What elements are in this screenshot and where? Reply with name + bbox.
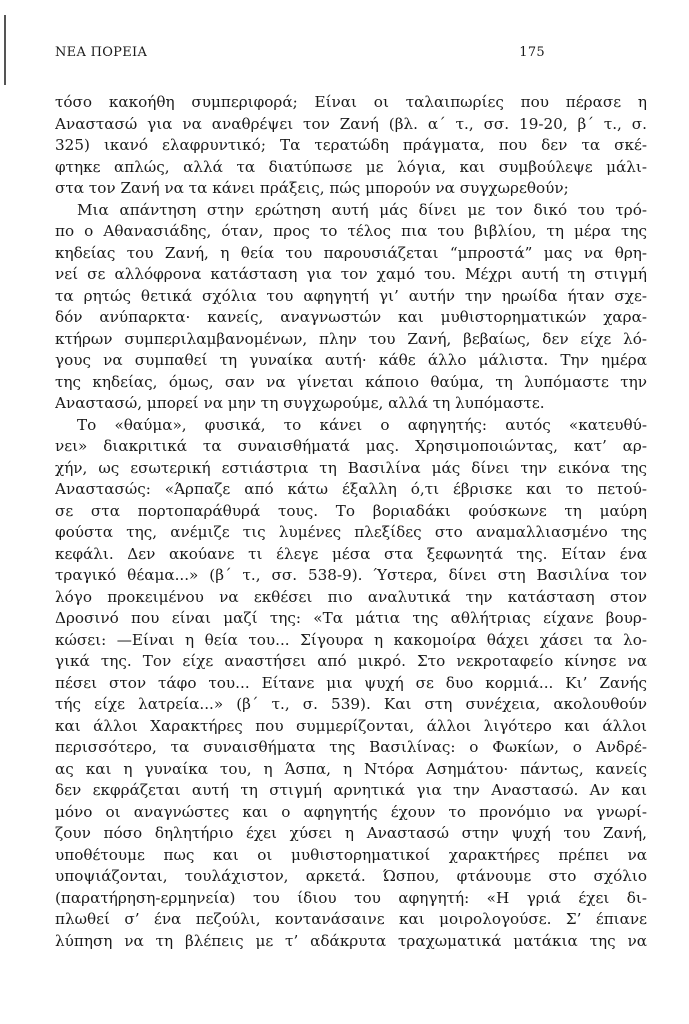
text-line: Μια απάντηση στην ερώτηση αυτή μάς δίνει με τον δικό του τρό- xyxy=(77,200,647,219)
text-line: τής είχε λατρεία...» (β΄ τ., σ. 539). Και στη συνέχεια, ακολουθούν xyxy=(55,695,647,713)
text-line: τόσο κακοήθη συμπεριφορά; Είναι οι ταλαιπωρίες που πέρασε η xyxy=(55,93,647,111)
text-line: τα ρητώς θετικά σχόλια του αφηγητή γι’ αυτήν την ηρωίδα ήταν σχε- xyxy=(55,286,647,305)
scan-edge-mark xyxy=(4,15,6,85)
text-line: χήν, ως εσωτερική εστιάστρια τη Βασιλίνα μάς δίνει την εικόνα της xyxy=(55,458,647,477)
text-line: κτήρων συμπεριλαμβανομένων, πλην του Ζανή, βεβαίως, δεν είχε λό- xyxy=(55,329,647,348)
text-line: πέσει στον τάφο του... Είτανε μια ψυχή σε δυο κορμιά... Κι’ Ζανής xyxy=(55,673,647,692)
text-line: φτηκε απλώς, αλλά τα διατύπωσε με λόγια, και συμβούλεψε μάλι- xyxy=(55,157,647,176)
text-line: (παρατήρηση-ερμηνεία) του ίδιου του αφηγητή: «Η γριά έχει δι- xyxy=(55,888,647,907)
page-number: 175 xyxy=(519,45,545,60)
body-text xyxy=(55,92,647,952)
text-line: περισσότερο, τα συναισθήματα της Βασιλίνας: ο Φωκίων, ο Ανδρέ- xyxy=(55,738,647,756)
text-line: στα τον Ζανή να τα κάνει πράξεις, πώς μπορούν να συγχωρεθούν; xyxy=(55,179,569,197)
text-line: Δροσινό που είναι μαζί της: «Τα μάτια της αθλήτριας είχανε βουρ- xyxy=(55,609,647,627)
text-line: πλωθεί σ’ ένα πεζούλι, κοντανάσαινε και μοιρολογούσε. Σ’ έπιανε xyxy=(55,910,647,928)
text-line: υποθέτουμε πως και οι μυθιστορηματικοί χαρακτήρες πρέπει να xyxy=(55,845,647,864)
text-line: δόν ανύπαρκτα· κανείς, αναγνωστών και μυθιστορηματικών χαρα- xyxy=(55,308,647,326)
text-line: λόγο προκειμένου να εκθέσει πιο αναλυτικά την κατάσταση στον xyxy=(55,587,647,606)
text-line: τραγικό θέαμα...» (β΄ τ., σσ. 538-9). Ύστερα, δίνει στη Βασιλίνα τον xyxy=(55,566,647,584)
text-line: δεν εκφράζεται αυτή τη στιγμή αρνητικά για την Αναστασώ. Αν και xyxy=(55,781,647,799)
text-line: Το «θαύμα», φυσικά, το κάνει ο αφηγητής: αυτός «κατευθύ- xyxy=(77,415,647,434)
text-line: Αναστασώς: «Άρπαζε από κάτω έξαλλη ό,τι έβρισκε και το πετού- xyxy=(55,480,647,498)
text-line: ζουν πόσο δηλητήριο έχει χύσει η Αναστασώ στην ψυχή του Ζανή, xyxy=(55,824,647,842)
text-line: σε στα πορτοπαράθυρά τους. Το βοριαδάκι φούσκωνε τη μαύρη xyxy=(55,501,647,520)
text-line: μόνο οι αναγνώστες και ο αφηγητής έχουν το προνόμιο να γνωρί- xyxy=(55,802,647,821)
running-title: ΝΕΑ ΠΟΡΕΙΑ xyxy=(55,45,148,60)
text-line: ας και η γυναίκα του, η Άσπα, η Ντόρα Ασημάτου· πάντως, κανείς xyxy=(55,759,647,778)
text-line: κώσει: —Είναι η θεία του... Σίγουρα η κακομοίρα θάχει χάσει τα λο- xyxy=(55,630,647,649)
text-line: νεί σε αλλόφρονα κατάσταση για τον χαμό του. Μέχρι αυτή τη στιγμή xyxy=(55,265,647,283)
paragraph xyxy=(55,200,647,415)
text-line: υποψιάζονται, τουλάχιστον, αρκετά. Ώσπου, φτάνουμε στο σχόλιο xyxy=(55,867,647,885)
paragraph xyxy=(55,92,647,200)
text-line: λύπηση να τη βλέπεις με τ’ αδάκρυτα τραχωματικά ματάκια της να xyxy=(55,931,647,950)
text-line: φούστα της, ανέμιζε τις λυμένες πλεξίδες στο αναμαλλιασμένο της xyxy=(55,523,647,541)
running-header xyxy=(55,45,545,60)
text-line: Αναστασώ για να αναθρέψει τον Ζανή (βλ. α΄ τ., σσ. 19-20, β΄ τ., σ. xyxy=(55,114,647,133)
text-line: και άλλοι Χαρακτήρες που συμμερίζονται, άλλοι λιγότερο και άλλοι xyxy=(55,716,647,735)
paragraph xyxy=(55,415,647,953)
text-line: γικά της. Τον είχε αναστήσει από μικρό. Στο νεκροταφείο κίνησε να xyxy=(55,652,647,670)
text-line: 325) ικανό ελαφρυντικό; Τα τερατώδη πράγματα, που δεν τα σκέ- xyxy=(55,136,647,154)
text-line: κεφάλι. Δεν ακούανε τι έλεγε μέσα στα ξεφωνητά της. Είταν ένα xyxy=(55,544,647,563)
text-line: κηδείας του Ζανή, η θεία του παρουσιάζεται “μπροστά” μας να θρη- xyxy=(55,243,647,262)
text-line: της κηδείας, όμως, σαν να γίνεται κάποιο θαύμα, τη λυπόμαστε την xyxy=(55,372,647,391)
text-line: πο ο Αθανασιάδης, όταν, προς το τέλος πια του βιβλίου, τη μέρα της xyxy=(55,222,647,240)
text-line: Αναστασώ, μπορεί να μην τη συγχωρούμε, αλλά τη λυπόμαστε. xyxy=(55,394,545,412)
text-line: γους να συμπαθεί τη γυναίκα αυτή· κάθε άλλο μάλιστα. Την ημέρα xyxy=(55,351,647,369)
text-line: νει» διακριτικά τα συναισθήματά μας. Χρησιμοποιώντας, κατ’ αρ- xyxy=(55,437,647,455)
